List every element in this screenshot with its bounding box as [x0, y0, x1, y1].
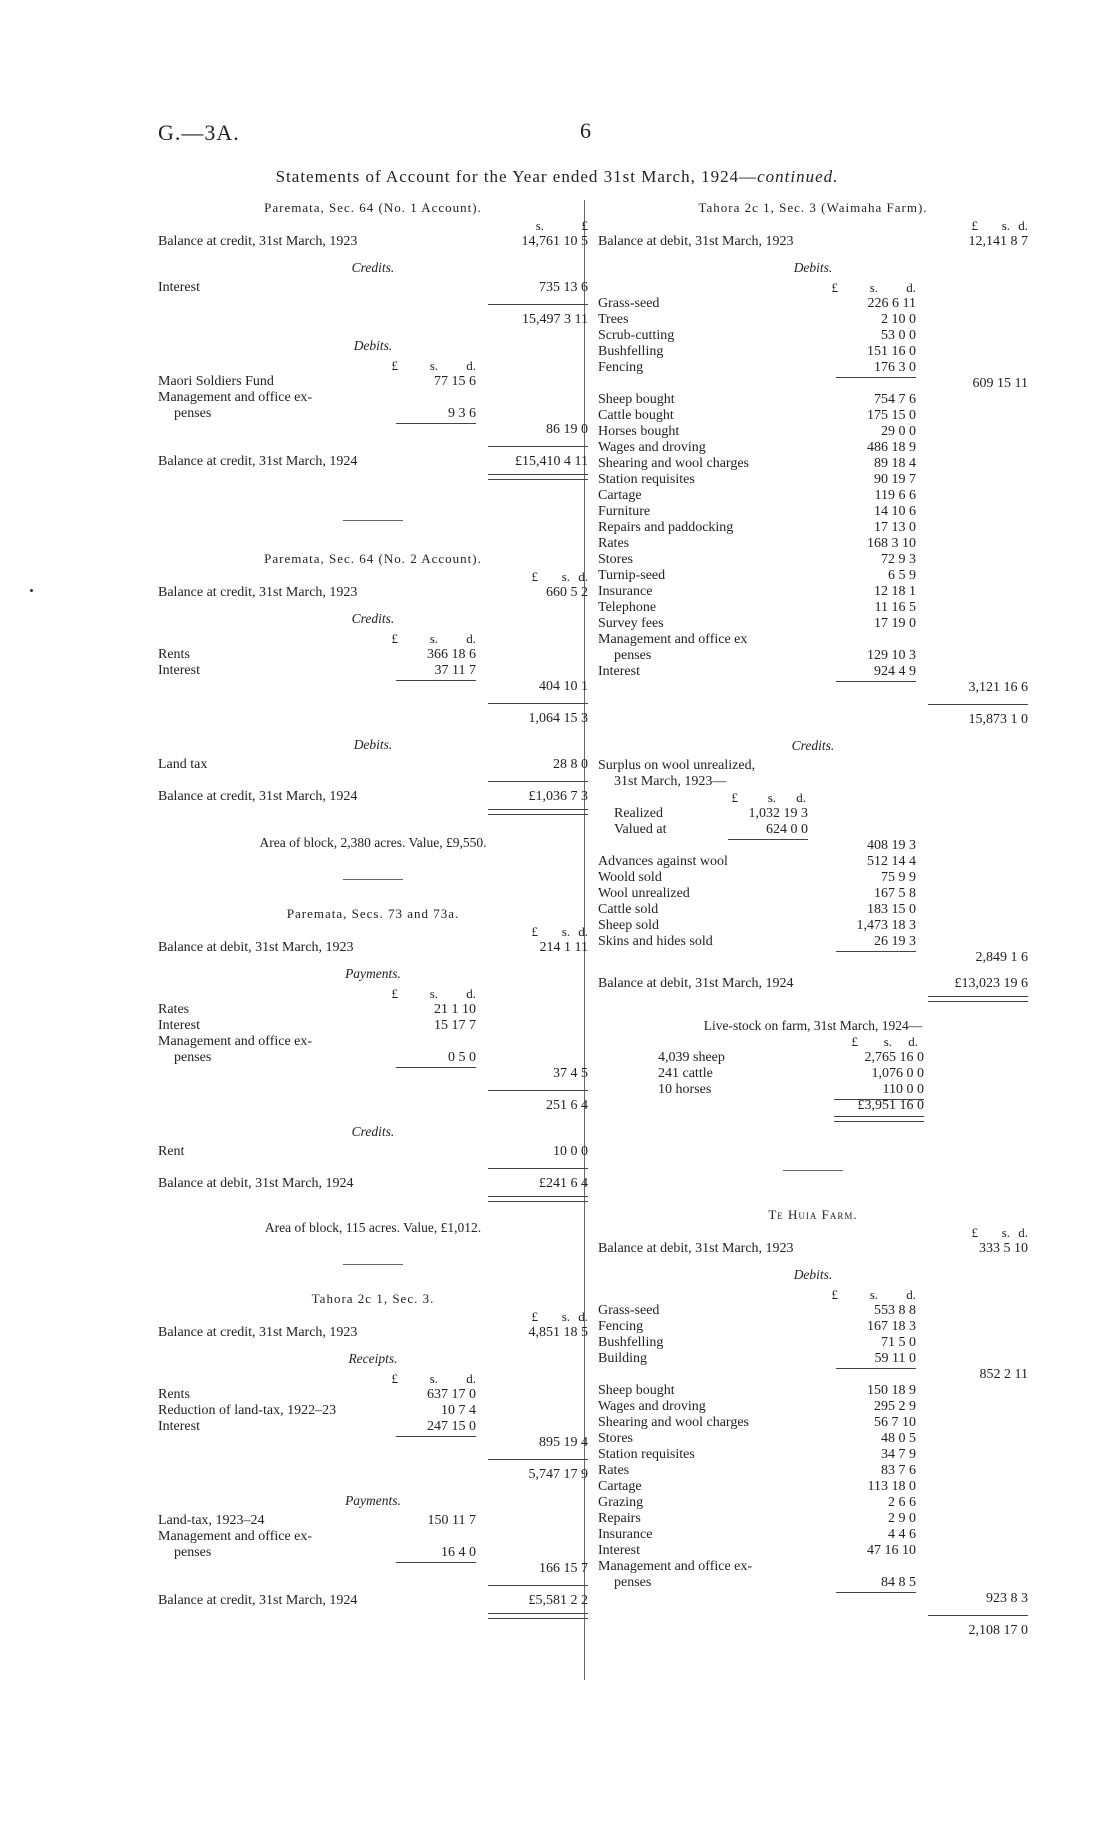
row-label: Furniture — [598, 504, 651, 519]
row-amount: 34 7 9 — [881, 1447, 916, 1462]
row-amount: 110 0 0 — [882, 1082, 924, 1097]
debit-row — [598, 600, 1028, 616]
debits-group-b — [598, 392, 1028, 680]
payment-row: Management and office ex- — [158, 1529, 313, 1544]
double-rule — [598, 992, 1028, 1008]
row-amount: 2 10 0 — [881, 312, 916, 327]
rule-row — [158, 1577, 588, 1593]
debits-heading: Debits. — [353, 338, 393, 353]
debit-row — [598, 1543, 1028, 1559]
payment-row: Land-tax, 1923–24 150 11 7 — [158, 1513, 476, 1528]
row-label: Shearing and wool charges — [598, 1415, 749, 1430]
row-amount: 119 6 6 — [874, 488, 916, 503]
subtotal-row: 1,064 15 3 — [528, 711, 588, 726]
subtotal-row: 15,873 1 0 — [968, 712, 1028, 727]
debit-row — [598, 328, 1028, 344]
debit-row — [598, 1383, 1028, 1399]
row-label: Stores — [598, 552, 633, 567]
debit-row — [598, 1431, 1028, 1447]
subtotal-row: 15,497 3 11 — [522, 312, 588, 327]
credits-total-row: 2,849 1 6 — [598, 950, 1028, 966]
left-column — [158, 200, 588, 1625]
credits-heading: Credits. — [351, 260, 395, 275]
row-label: Trees — [598, 312, 629, 327]
row-label: Sheep bought — [598, 392, 675, 407]
debit-units-header: £ s. d. — [391, 358, 476, 373]
row-amount: 48 0 5 — [881, 1431, 916, 1446]
debit-row — [598, 296, 1028, 312]
rule-row — [598, 1607, 1028, 1623]
row-amount: 59 11 0 — [874, 1351, 916, 1366]
row-amount: 168 3 10 — [867, 536, 916, 551]
debit-row — [598, 1303, 1028, 1319]
debit-row — [598, 424, 1028, 440]
row-amount: 553 8 8 — [874, 1303, 916, 1318]
row-amount: 2 9 0 — [888, 1511, 916, 1526]
row-amount: 129 10 3 — [867, 648, 916, 663]
debits-group-a — [598, 296, 1028, 376]
credit-row — [598, 886, 1028, 902]
rule-row — [158, 438, 588, 454]
row-label: Turnip-seed — [598, 568, 666, 583]
debits-b-total-row: 3,121 16 6 — [598, 680, 1028, 696]
row-label: Shearing and wool charges — [598, 456, 749, 471]
payment-row: Interest 15 17 7 — [158, 1018, 476, 1033]
subtotal-row: 5,747 17 9 — [528, 1467, 588, 1482]
section-separator — [783, 1170, 843, 1171]
double-rule — [158, 805, 588, 821]
row-label: 4,039 sheep — [658, 1050, 725, 1065]
section-title: Te Huia Farm. — [768, 1207, 858, 1222]
debit-row — [598, 392, 1028, 408]
row-amount: 924 4 9 — [874, 664, 916, 679]
row-label: Wages and droving — [598, 1399, 706, 1414]
units-header: £ s. d. — [971, 1225, 1028, 1240]
section-separator — [343, 1264, 403, 1265]
row-label: Station requisites — [598, 472, 695, 487]
row-amount: 175 15 0 — [867, 408, 916, 423]
row-label: Wool unrealized — [598, 886, 690, 901]
row-amount: 1,473 18 3 — [856, 918, 916, 933]
debits-b-total-row: 923 8 3 — [598, 1591, 1028, 1607]
payments-total-row: 166 15 7 — [158, 1561, 588, 1577]
closing-balance-row: Balance at credit, 31st March, 1924 £5,581 2 2 — [158, 1593, 588, 1608]
double-rule — [158, 1192, 588, 1208]
closing-balance-row: Balance at credit, 31st March, 1924 £1,036 7 3 — [158, 789, 588, 804]
row-amount: 17 13 0 — [874, 520, 916, 535]
section-title: Paremata, Secs. 73 and 73a. — [286, 906, 460, 921]
debits-heading: Debits. — [353, 737, 393, 752]
row-label: Grass-seed — [598, 1303, 660, 1318]
row-label: Repairs — [598, 1511, 641, 1526]
receipts-total-row: 895 19 4 — [158, 1435, 588, 1451]
debit-row — [598, 1447, 1028, 1463]
opening-balance-row: Balance at debit, 31st March, 1923 214 1 11 — [158, 940, 588, 955]
row-label: Interest — [598, 1543, 640, 1558]
debits-a-total-row: 609 15 11 — [598, 376, 1028, 392]
debit-units-header: £ s. d. — [831, 280, 916, 295]
account-paremata-64-no1 — [158, 200, 588, 486]
row-amount: 2 6 6 — [888, 1495, 916, 1510]
livestock-row — [598, 1082, 1028, 1098]
debit-row: Maori Soldiers Fund 77 15 6 — [158, 374, 476, 389]
closing-balance-row: Balance at credit, 31st March, 1924 £15,410 4 11 — [158, 454, 588, 469]
account-paremata-73 — [158, 906, 588, 1236]
row-amount: 17 19 0 — [874, 616, 916, 631]
row-label: Advances against wool — [598, 854, 728, 869]
opening-balance-row: Balance at credit, 31st March, 1923 4,851 18 5 — [158, 1325, 588, 1340]
credit-row: Interest 37 11 7 — [158, 663, 476, 678]
row-amount: 6 5 9 — [888, 568, 916, 583]
debit-row — [598, 472, 1028, 488]
livestock-group — [598, 1050, 1028, 1098]
opening-balance-row: Balance at credit, 31st March, 1923 660 5 2 — [158, 585, 588, 600]
row-label: Fencing — [598, 360, 644, 375]
row-amount: 12 18 1 — [874, 584, 916, 599]
debit-row — [598, 664, 1028, 680]
row-label: Cartage — [598, 488, 642, 503]
row-amount: 84 8 5 — [881, 1575, 916, 1590]
livestock-units-header: £ s. d. — [851, 1034, 918, 1049]
credit-units-header: £ s. d. — [391, 631, 476, 646]
row-amount: 151 16 0 — [867, 344, 916, 359]
row-label: Bushfelling — [598, 344, 664, 359]
row-amount: 90 19 7 — [874, 472, 916, 487]
credit-row — [598, 854, 1028, 870]
surplus-units-header: £ s. d. — [731, 790, 806, 805]
debit-row — [598, 504, 1028, 520]
debit-row — [598, 408, 1028, 424]
realized-row: Realized 1,032 19 3 — [614, 806, 808, 821]
row-label: Rates — [598, 536, 630, 551]
row-label: 10 horses — [658, 1082, 712, 1097]
debit-row — [598, 1463, 1028, 1479]
row-amount: 176 3 0 — [874, 360, 916, 375]
row-amount: 47 16 10 — [867, 1543, 916, 1558]
debit-row — [598, 1335, 1028, 1351]
opening-balance-row: Balance at debit, 31st March, 1923 333 5 10 — [598, 1241, 1028, 1256]
row-amount: 72 9 3 — [881, 552, 916, 567]
debit-row — [598, 1351, 1028, 1367]
debit-row — [598, 440, 1028, 456]
row-amount: 512 14 4 — [867, 854, 916, 869]
row-label: penses — [614, 1575, 652, 1590]
debit-row: penses 9 3 6 — [174, 406, 476, 421]
row-amount: 56 7 10 — [874, 1415, 916, 1430]
row-amount: 113 18 0 — [867, 1479, 916, 1494]
debit-units-header: £ s. d. — [831, 1287, 916, 1302]
closing-balance-row: Balance at debit, 31st March, 1924 £13,023 19 6 — [598, 976, 1028, 991]
row-label: Interest — [598, 664, 640, 679]
units-header: £ s. — [535, 218, 588, 233]
row-label: Bushfelling — [598, 1335, 664, 1350]
row-amount: 1,076 0 0 — [871, 1066, 924, 1081]
livestock-total-row: £3,951 16 0 — [598, 1098, 1028, 1114]
total-row: 2,108 17 0 — [968, 1623, 1028, 1638]
payments-total-row: 37 4 5 — [158, 1066, 588, 1082]
debits-total-row: 86 19 0 — [158, 422, 588, 438]
receipt-row: Interest 247 15 0 — [158, 1419, 476, 1434]
row-label: Sheep sold — [598, 918, 660, 933]
debit-row — [598, 552, 1028, 568]
payments-heading: Payments. — [345, 966, 401, 981]
row-label: Repairs and paddocking — [598, 520, 734, 535]
section-title: Tahora 2c 1, Sec. 3. — [311, 1291, 435, 1306]
account-waimaha-farm — [598, 200, 1028, 1130]
row-amount: 14 10 6 — [874, 504, 916, 519]
row-label: Survey fees — [598, 616, 664, 631]
receipt-row: Reduction of land-tax, 1922–23 10 7 4 — [158, 1403, 476, 1418]
debit-row — [598, 344, 1028, 360]
row-amount: 295 2 9 — [874, 1399, 916, 1414]
livestock-heading: Live-stock on farm, 31st March, 1924— — [703, 1018, 923, 1033]
row-amount: 89 18 4 — [874, 456, 916, 471]
section-title: Paremata, Sec. 64 (No. 2 Account). — [264, 551, 482, 566]
account-paremata-64-no2 — [158, 551, 588, 851]
surplus-row: Surplus on wool unrealized, — [598, 758, 756, 773]
row-amount: 29 0 0 — [881, 424, 916, 439]
account-tahora-2c1 — [158, 1291, 588, 1625]
row-label: Skins and hides sold — [598, 934, 713, 949]
debit-row — [598, 1511, 1028, 1527]
credit-row — [598, 870, 1028, 886]
surplus-row: 31st March, 1923— — [614, 774, 727, 789]
section-title: Tahora 2c 1, Sec. 3 (Waimaha Farm). — [698, 200, 928, 215]
closing-balance-row: Balance at debit, 31st March, 1924 £241 6 4 — [158, 1176, 588, 1191]
area-value-note: Area of block, 2,380 acres. Value, £9,550. — [259, 835, 487, 850]
row-amount: 26 19 3 — [874, 934, 916, 949]
area-value-note: Area of block, 115 acres. Value, £1,012. — [264, 1220, 482, 1235]
row-label: 241 cattle — [658, 1066, 713, 1081]
rule-row — [158, 1451, 588, 1467]
debit-row — [598, 488, 1028, 504]
debit-row — [598, 520, 1028, 536]
page-number: 6 — [580, 118, 591, 143]
debit-row — [598, 1479, 1028, 1495]
row-label: Cattle bought — [598, 408, 674, 423]
debit-row — [598, 1527, 1028, 1543]
row-label: Woold sold — [598, 870, 662, 885]
row-amount: 486 18 9 — [867, 440, 916, 455]
credits-heading: Credits. — [791, 738, 835, 753]
debit-row: Management and office ex- — [158, 390, 313, 405]
credit-row — [598, 934, 1028, 950]
row-label: Grass-seed — [598, 296, 660, 311]
row-label: Scrub-cutting — [598, 328, 675, 343]
units-header: £ s. d. — [971, 218, 1028, 233]
payments-heading: Payments. — [345, 1493, 401, 1508]
subtotal-row: 251 6 4 — [546, 1098, 588, 1113]
units-header: £ s. d. — [531, 1309, 588, 1324]
debit-row — [598, 584, 1028, 600]
units-header: £ s. d. — [531, 569, 588, 584]
row-label: Cartage — [598, 1479, 642, 1494]
row-label: Sheep bought — [598, 1383, 675, 1398]
row-label: Management and office ex — [598, 632, 748, 647]
debit-row — [598, 1415, 1028, 1431]
debits-group-b — [598, 1383, 1028, 1591]
row-label: Insurance — [598, 1527, 653, 1542]
row-amount: 167 5 8 — [874, 886, 916, 901]
debits-group-a — [598, 1303, 1028, 1367]
row-label: penses — [614, 648, 652, 663]
debit-row — [598, 312, 1028, 328]
debits-a-total-row: 852 2 11 — [598, 1367, 1028, 1383]
debit-row — [598, 568, 1028, 584]
receipts-heading: Receipts. — [348, 1351, 398, 1366]
account-te-huia-farm — [598, 1207, 1028, 1639]
opening-balance-row: Balance at debit, 31st March, 1923 12,141 8 7 — [598, 234, 1028, 249]
payment-row: Management and office ex- — [158, 1034, 313, 1049]
units-header: £ s. d. — [531, 924, 588, 939]
row-label: Grazing — [598, 1495, 644, 1510]
scan-speck — [30, 589, 33, 592]
rule-row — [158, 695, 588, 711]
spacer — [598, 966, 1028, 976]
valued-row: Valued at 624 0 0 — [614, 822, 808, 837]
section-separator — [343, 879, 403, 880]
debit-row — [598, 1399, 1028, 1415]
credit-row — [598, 918, 1028, 934]
rule-row — [158, 1160, 588, 1176]
rule-row — [598, 696, 1028, 712]
row-amount: 75 9 9 — [881, 870, 916, 885]
row-amount: 2,765 16 0 — [864, 1050, 924, 1065]
credit-row: Interest 735 13 6 — [158, 280, 588, 295]
row-label: Fencing — [598, 1319, 644, 1334]
row-label: Cattle sold — [598, 902, 659, 917]
debit-row — [598, 1559, 1028, 1575]
row-label: Rates — [598, 1463, 630, 1478]
payment-units-header: £ s. d. — [391, 986, 476, 1001]
debit-row — [598, 1319, 1028, 1335]
section-title: Paremata, Sec. 64 (No. 1 Account). — [264, 200, 482, 215]
row-label: Wages and droving — [598, 440, 706, 455]
debit-row — [598, 536, 1028, 552]
double-rule — [158, 1609, 588, 1625]
debit-row — [598, 1495, 1028, 1511]
row-amount: 4 4 6 — [888, 1527, 916, 1542]
surplus-total-row: 408 19 3 — [598, 838, 1028, 854]
row-label: Station requisites — [598, 1447, 695, 1462]
rule-row — [158, 1082, 588, 1098]
row-label: Horses bought — [598, 424, 680, 439]
document-reference: G.—3A. — [158, 120, 240, 145]
row-amount: 71 5 0 — [881, 1335, 916, 1350]
debit-row — [598, 616, 1028, 632]
debit-row — [598, 456, 1028, 472]
credits-heading: Credits. — [351, 611, 395, 626]
debits-heading: Debits. — [793, 1267, 833, 1282]
page-title: Statements of Account for the Year ended 31st March, 1924—continued. — [275, 167, 839, 186]
row-amount: 183 15 0 — [867, 902, 916, 917]
credit-row — [598, 902, 1028, 918]
debit-row — [598, 1575, 1028, 1591]
spacer — [598, 1008, 1028, 1018]
row-label: Insurance — [598, 584, 653, 599]
debit-row — [598, 632, 1028, 648]
debits-heading: Debits. — [793, 260, 833, 275]
double-rule — [158, 470, 588, 486]
payment-row: penses 0 5 0 — [174, 1050, 476, 1065]
row-amount: 226 6 11 — [867, 296, 916, 311]
receipt-units-header: £ s. d. — [391, 1371, 476, 1386]
credits-group — [598, 854, 1028, 950]
opening-balance-row: Balance at credit, 31st March, 1923 14,761 10 5 — [158, 234, 588, 249]
livestock-row — [598, 1066, 1028, 1082]
rule-row — [158, 296, 588, 312]
debit-row: Land tax 28 8 0 — [158, 757, 588, 772]
credit-row: Rents 366 18 6 — [158, 647, 476, 662]
debit-row — [598, 648, 1028, 664]
row-amount: 53 0 0 — [881, 328, 916, 343]
credits-total-row: 404 10 1 — [158, 679, 588, 695]
row-amount: 150 18 9 — [867, 1383, 916, 1398]
payment-row: penses 16 4 0 — [174, 1545, 476, 1560]
livestock-row — [598, 1050, 1028, 1066]
credits-heading: Credits. — [351, 1124, 395, 1139]
row-amount: 83 7 6 — [881, 1463, 916, 1478]
rule-row — [158, 773, 588, 789]
row-amount: 754 7 6 — [874, 392, 916, 407]
row-label: Building — [598, 1351, 648, 1366]
credit-row: Rent 10 0 0 — [158, 1144, 588, 1159]
debit-row — [598, 360, 1028, 376]
row-label: Telephone — [598, 600, 657, 615]
row-label: Management and office ex- — [598, 1559, 753, 1574]
receipt-row: Rents 637 17 0 — [158, 1387, 476, 1402]
row-label: Stores — [598, 1431, 633, 1446]
section-separator — [343, 520, 403, 521]
row-amount: 167 18 3 — [867, 1319, 916, 1334]
right-column — [598, 200, 1028, 1639]
row-amount: 11 16 5 — [874, 600, 916, 615]
payment-row: Rates 21 1 10 — [158, 1002, 476, 1017]
double-rule — [598, 1114, 1028, 1130]
